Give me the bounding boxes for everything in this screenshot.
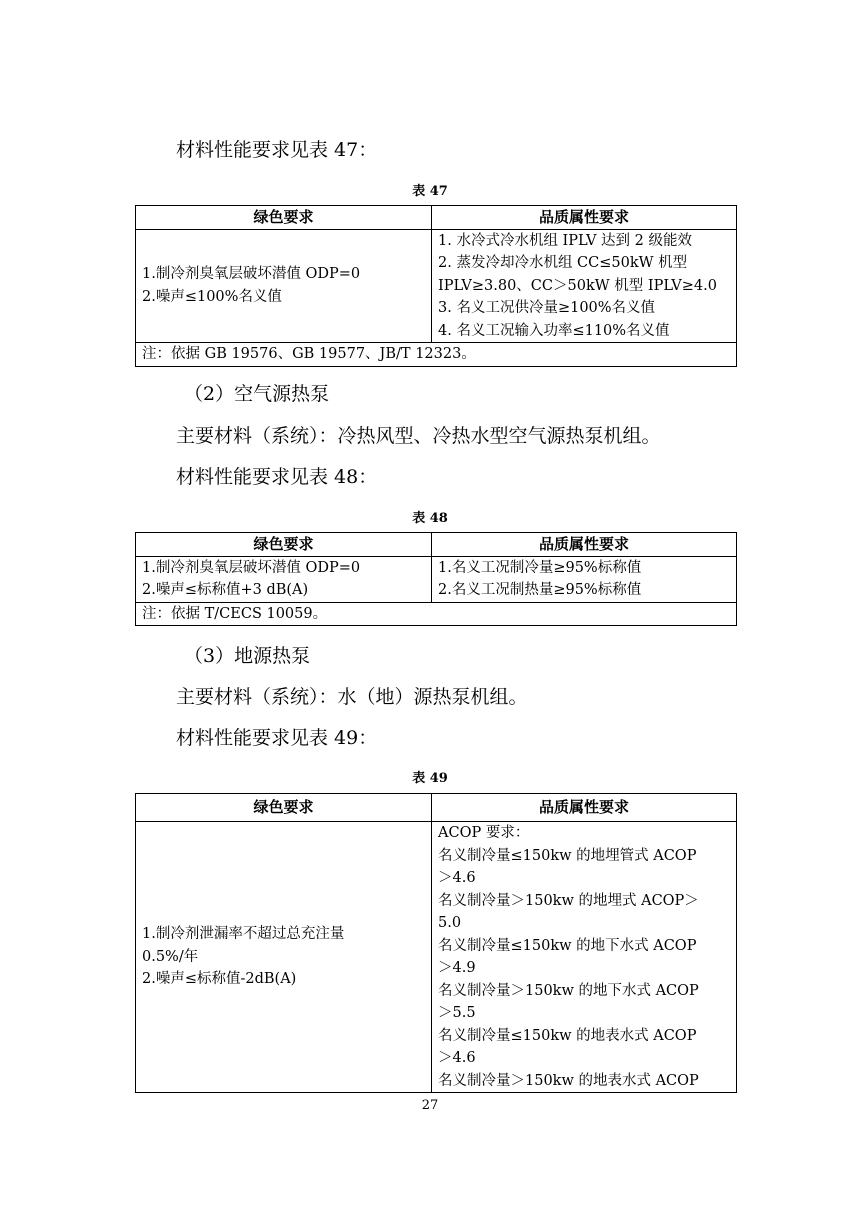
paragraph-table48-ref: 材料性能要求见表 48： [176, 466, 378, 488]
table47-quality-line: 2. 蒸发冷却冷水机组 CC≤50kW 机型 [438, 255, 688, 271]
table47-green-line: 1.制冷剂臭氧层破坏潜值 ODP=0 [142, 266, 361, 283]
table49-green-line: 2.噪声≤标称值-2dB(A) [142, 971, 297, 988]
section-heading-ground-source: （3）地源热泵 [184, 645, 311, 667]
table49-quality-line: ACOP 要求： [438, 825, 530, 841]
table47-header-green: 绿色要求 [136, 206, 432, 230]
table-48 [135, 532, 737, 626]
table49-green-line: 1.制冷剂泄漏率不超过总充注量 [142, 926, 345, 943]
table49-quality-line: 名义制冷量＞150kw 的地埋式 ACOP＞ [438, 892, 699, 909]
table48-caption: 表 48 [412, 511, 448, 526]
table49-quality-line: 5.0 [438, 915, 462, 931]
section-heading-air-source: （2）空气源热泵 [184, 383, 330, 405]
table49-quality-line: 名义制冷量≤150kw 的地埋管式 ACOP [438, 847, 697, 864]
table49-quality-line: 名义制冷量≤150kw 的地下水式 ACOP [438, 937, 697, 954]
table48-quality-line: 1.名义工况制冷量≥95%标称值 [438, 559, 642, 576]
table-49 [135, 793, 737, 1093]
table47-caption: 表 47 [412, 184, 448, 199]
table48-quality-cell [432, 556, 737, 602]
page-number: 27 [421, 1098, 439, 1113]
table49-green-line: 0.5%/年 [142, 948, 199, 965]
table47-quality-cell [432, 229, 737, 343]
paragraph-ground-source-materials: 主要材料（系统）：水（地）源热泵机组。 [176, 686, 528, 708]
table47-quality-line: 4. 名义工况输入功率≤110%名义值 [438, 322, 670, 339]
table49-quality-line: ＞4.6 [438, 1050, 476, 1066]
paragraph-table49-ref: 材料性能要求见表 49： [176, 727, 378, 749]
paragraph-table47-ref: 材料性能要求见表 47： [176, 139, 378, 161]
table48-quality-line: 2.名义工况制热量≥95%标称值 [438, 582, 642, 598]
table49-quality-line: ＞5.5 [438, 1005, 476, 1021]
table49-quality-line: 名义制冷量≤150kw 的地表水式 ACOP [438, 1027, 697, 1044]
table49-quality-line: 名义制冷量＞150kw 的地下水式 ACOP [438, 982, 699, 999]
table47-header-quality: 品质属性要求 [432, 206, 737, 230]
table47-green-cell [136, 229, 432, 343]
table48-note: 注：依据 T/CECS 10059。 [136, 602, 737, 626]
table49-quality-line: ＞4.6 [438, 870, 476, 886]
table49-caption: 表 49 [412, 771, 448, 786]
table47-note: 注：依据 GB 19576、GB 19577、JB/T 12323。 [136, 343, 737, 367]
table49-quality-cell [432, 822, 737, 1093]
table47-quality-line: 3. 名义工况供冷量≥100%名义值 [438, 300, 656, 316]
table48-green-line: 1.制冷剂臭氧层破坏潜值 ODP=0 [142, 559, 361, 576]
table48-header-quality: 品质属性要求 [432, 533, 737, 557]
table47-green-line: 2.噪声≤100%名义值 [142, 288, 282, 305]
table47-quality-line: 1. 水冷式冷水机组 IPLV 达到 2 级能效 [438, 232, 692, 249]
table-47 [135, 205, 737, 367]
table48-green-line: 2.噪声≤标称值+3 dB(A) [142, 582, 309, 598]
table49-green-cell [136, 822, 432, 1093]
paragraph-air-source-materials: 主要材料（系统）：冷热风型、冷热水型空气源热泵机组。 [176, 425, 661, 447]
table48-green-cell [136, 556, 432, 602]
table49-quality-line: ＞4.9 [438, 960, 476, 976]
table49-header-quality: 品质属性要求 [432, 794, 737, 822]
table48-header-green: 绿色要求 [136, 533, 432, 557]
table47-quality-line: IPLV≥3.80、CC＞50kW 机型 IPLV≥4.0 [438, 277, 717, 294]
table49-quality-line: 名义制冷量＞150kw 的地表水式 ACOP [438, 1072, 699, 1089]
table49-header-green: 绿色要求 [136, 794, 432, 822]
